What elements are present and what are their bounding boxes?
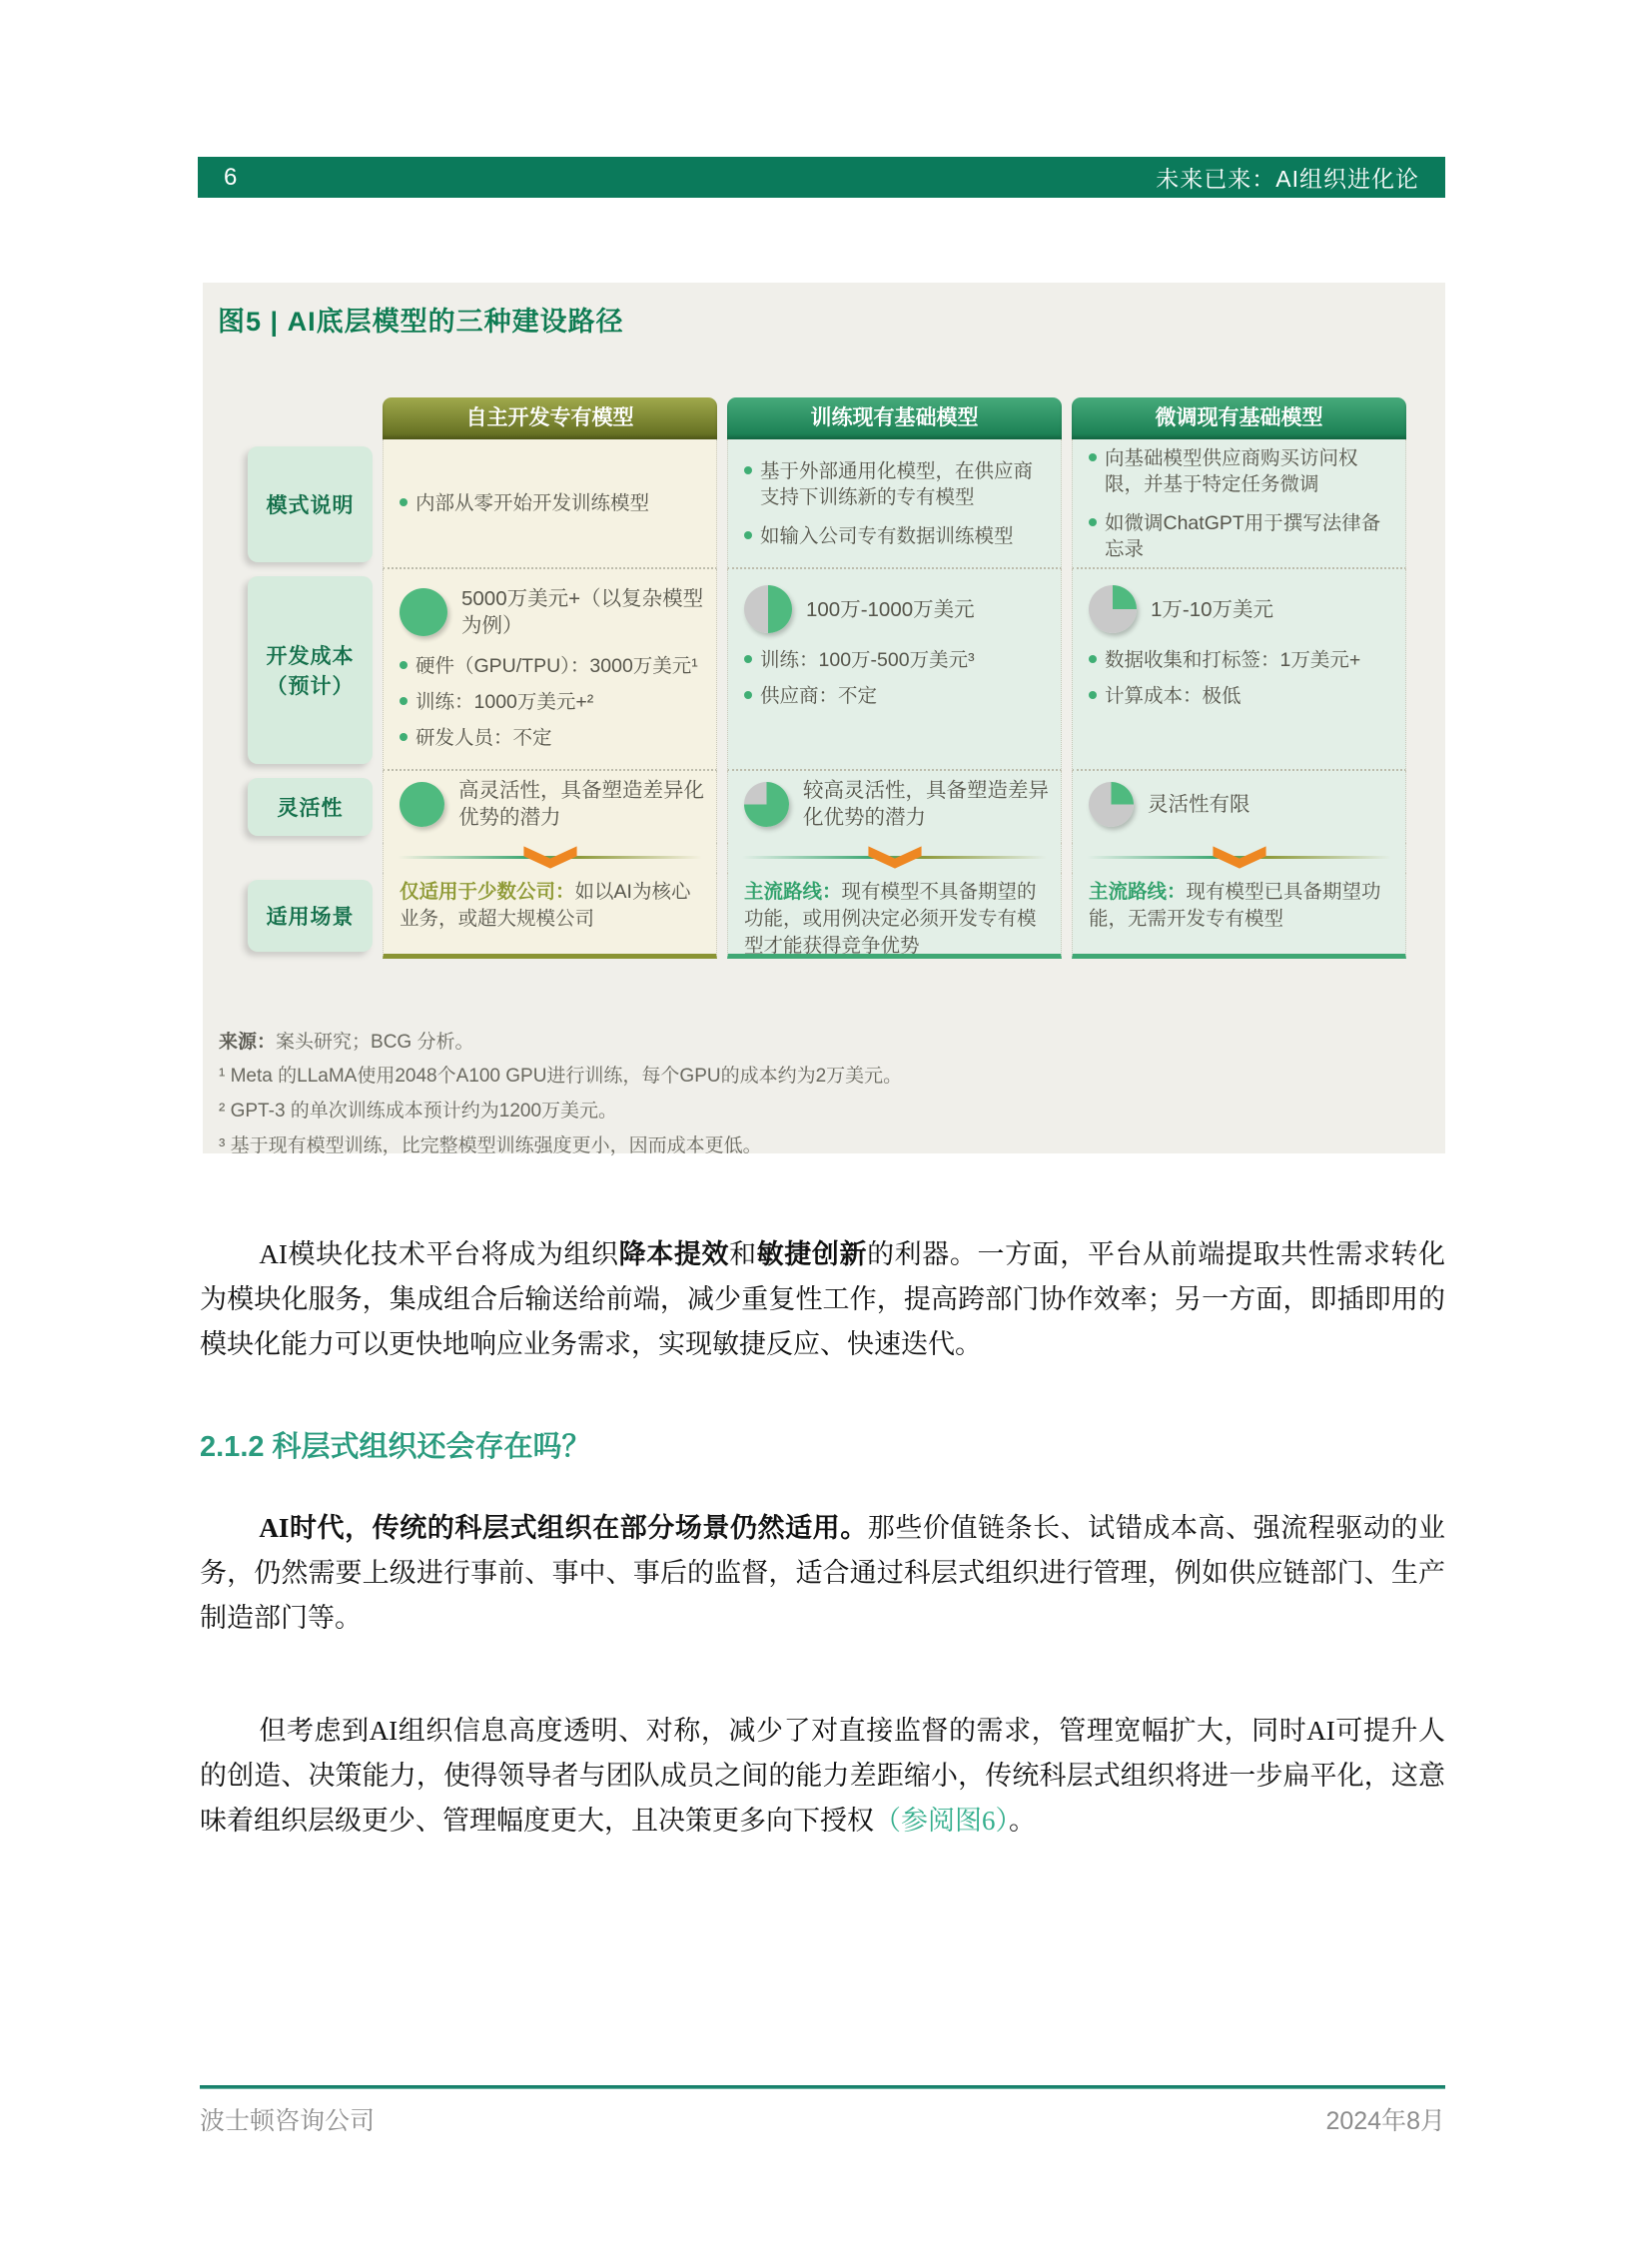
cost-bullets	[400, 653, 706, 751]
footer-company-name: 波士顿咨询公司	[200, 2107, 376, 2135]
flex-text: 灵活性有限	[1148, 792, 1250, 816]
footnote-3: ³ 基于现有模型训练，比完整模型训练强度更小，因而成本更低。	[219, 1135, 762, 1156]
column-header-train-existing: 训练现有基础模型	[727, 397, 1062, 439]
paragraph-text: 。	[1009, 1806, 1036, 1836]
bullet-item	[744, 458, 1049, 510]
scenario-lead: 主流路线：	[744, 881, 842, 903]
paragraph-text: 那些价值链条长、试错成本高、强流程驱动的业务，仍然需要上级进行事前、事中、事后的监督，适合通过科层式组织进行管理，例如供应链部门、生产制造部门等。	[200, 1513, 1445, 1633]
bullet-text: 数据收集和打标签：1万美元+	[1105, 649, 1361, 671]
bullet-icon	[744, 466, 752, 474]
cell-mode-col1	[383, 439, 717, 569]
bullet-text: 训练：1000万美元+²	[415, 691, 594, 713]
cell-mode-col2	[727, 439, 1062, 569]
footnote-1: ¹ Meta 的LLaMA使用2048个A100 GPU进行训练，每个GPU的成本约为2万美元。	[219, 1066, 903, 1087]
cell-cost-col3	[1072, 569, 1406, 771]
divider-col2	[727, 843, 1062, 873]
scenario-lead: 仅适用于少数公司：	[400, 881, 575, 903]
cost-bullets	[744, 647, 1051, 709]
bullet-text: 向基础模型供应商购买访问权限，并基于特定任务微调	[1105, 446, 1358, 495]
flex-text: 高灵活性，具备塑造差异化优势的潜力	[458, 779, 704, 829]
section-heading-2-1-2: 2.1.2 科层式组织还会存在吗？	[200, 1431, 591, 1463]
paragraph-text: 但考虑到AI组织信息高度透明、对称，减少了对直接监督的需求，管理宽幅扩大，同时AI可提升人的创造、决策能力，使得领导者与团队成员之间的能力差距缩小，传统科层式组织将进一步扁平化，这意味着组织层级更少、管理幅度更大，且决策更多向下授权	[200, 1716, 1445, 1836]
cell-flex-col2	[727, 771, 1062, 843]
body-text	[200, 1232, 1445, 1844]
cost-bullets	[1089, 647, 1395, 709]
bold-lead: AI时代，传统的科层式组织在部分场景仍然适用。	[259, 1513, 868, 1543]
divider-col1	[383, 843, 717, 873]
footer-divider-line	[200, 2085, 1445, 2089]
cost-headline-row	[400, 585, 706, 639]
cost-headline: 5000万美元+（以复杂模型为例）	[461, 587, 704, 637]
bullet-item	[400, 653, 706, 679]
cell-scenario-col3	[1072, 873, 1406, 959]
chevron-down-icon	[519, 845, 581, 870]
flex-pie-chart-full	[400, 782, 444, 827]
paragraph-text: 和	[729, 1239, 757, 1269]
bullet-text: 硬件（GPU/TPU）：3000万美元¹	[415, 655, 698, 677]
bullet-item	[400, 490, 704, 516]
bullet-text: 供应商：不定	[760, 685, 878, 707]
cost-headline-row	[1089, 585, 1395, 633]
row-label-text: 开发成本	[266, 645, 355, 668]
scenario-text: 如以AI为核心业务，或超大规模公司	[400, 881, 691, 930]
bullet-item	[1089, 683, 1395, 709]
row-label-mode	[248, 446, 373, 562]
cell-scenario-col1	[383, 873, 717, 959]
bullet-icon	[1089, 453, 1097, 461]
cell-cost-col1	[383, 569, 717, 771]
paragraph-text: 的利器。一方面，平台从前端提取共性需求转化为模块化服务，集成组合后输送给前端，减少重复性工作，提高跨部门协作效率；另一方面，即插即用的模块化能力可以更快地响应业务需求，实现敏捷反应、快速迭代。	[200, 1239, 1446, 1359]
column-header-self-develop: 自主开发专有模型	[383, 397, 717, 439]
cell-flex-col3	[1072, 771, 1406, 843]
row-label-text: 适用场景	[266, 906, 355, 929]
bullet-text: 内部从零开始开发训练模型	[415, 492, 650, 514]
divider-col3	[1072, 843, 1406, 873]
figure-table	[248, 397, 1406, 959]
paragraph-1	[200, 1232, 1445, 1367]
row-label-text: 灵活性	[277, 797, 344, 820]
row-label-cell	[248, 771, 373, 843]
figure-notes	[219, 1027, 902, 1169]
bullet-text: 训练：100万-500万美元³	[760, 649, 975, 671]
scenario-text: 现有模型已具备期望功能，无需开发专有模型	[1089, 881, 1381, 930]
document-title: 未来已来：AI组织进化论	[1156, 166, 1419, 192]
bullet-item	[400, 689, 706, 715]
flex-pie-chart-quarter	[1089, 782, 1134, 827]
bullet-item	[744, 647, 1051, 673]
bullet-text: 如微调ChatGPT用于撰写法律备忘录	[1105, 511, 1381, 560]
flex-pie-chart-three-quarter	[744, 782, 789, 827]
cell-mode-col3	[1072, 439, 1406, 569]
row-label-text: 模式说明	[266, 494, 355, 517]
cell-scenario-col2	[727, 873, 1062, 959]
footnote-2: ² GPT-3 的单次训练成本预计约为1200万美元。	[219, 1101, 618, 1121]
cost-pie-chart-full	[400, 588, 447, 636]
scenario-lead: 主流路线：	[1089, 881, 1187, 903]
bullet-icon	[744, 691, 752, 699]
bullet-icon	[400, 498, 408, 506]
page-number: 6	[224, 163, 238, 191]
footer-date: 2024年8月	[1325, 2107, 1445, 2135]
paragraph-3	[200, 1709, 1445, 1844]
scenario-text: 现有模型不具备期望的功能，或用例决定必须开发专有模型才能获得竞争优势	[744, 881, 1037, 957]
bullet-item	[400, 725, 706, 751]
bullet-icon	[1089, 655, 1097, 663]
row-label-cell	[248, 569, 373, 771]
source-line	[219, 1027, 902, 1054]
cost-pie-chart-half	[744, 585, 792, 633]
flex-text: 较高灵活性，具备塑造差异化优势的潜力	[803, 779, 1049, 829]
figure-title: 图5 | AI底层模型的三种建设路径	[218, 307, 624, 337]
bullet-item	[1089, 510, 1393, 562]
figure-6-reference-link[interactable]: （参阅图6）	[874, 1806, 1009, 1836]
bullet-icon	[744, 531, 752, 539]
cell-cost-col2	[727, 569, 1062, 771]
bullet-icon	[1089, 518, 1097, 526]
bold-term: 降本提效	[618, 1239, 730, 1269]
bullet-icon	[400, 733, 408, 741]
row-label-cost	[248, 576, 373, 764]
bullet-text: 如输入公司专有数据训练模型	[760, 524, 1014, 547]
row-label-scenario	[248, 880, 373, 952]
bullet-item	[1089, 647, 1395, 673]
cell-flex-col1	[383, 771, 717, 843]
source-label: 来源：	[219, 1032, 277, 1053]
column-header-finetune-existing: 微调现有基础模型	[1072, 397, 1406, 439]
bullet-item	[1089, 445, 1393, 497]
row-label-flexibility	[248, 778, 373, 836]
bullet-icon	[400, 661, 408, 669]
bullet-icon	[1089, 691, 1097, 699]
bullet-text: 计算成本：极低	[1105, 685, 1241, 707]
chevron-down-icon	[1209, 845, 1270, 870]
bullet-icon	[744, 655, 752, 663]
row-label-cell	[248, 439, 373, 569]
row-label-cell	[248, 873, 373, 959]
cost-pie-chart-quarter	[1089, 585, 1137, 633]
page-footer	[200, 2101, 1445, 2137]
bullet-text: 基于外部通用化模型，在供应商支持下训练新的专有模型	[760, 459, 1034, 508]
chevron-down-icon	[864, 845, 926, 870]
bullet-item	[744, 523, 1049, 549]
source-text: 案头研究；BCG 分析。	[276, 1032, 474, 1053]
cost-headline: 100万-1000万美元	[806, 597, 975, 621]
bullet-item	[744, 683, 1051, 709]
cost-headline-row	[744, 585, 1051, 633]
bullet-text: 研发人员：不定	[415, 727, 552, 749]
page-header-bar	[198, 157, 1445, 198]
row-label-text: （预计）	[266, 675, 355, 698]
figure-5-panel	[203, 283, 1445, 1156]
bold-term: 敏捷创新	[756, 1239, 868, 1269]
bullet-icon	[400, 697, 408, 705]
cost-headline: 1万-10万美元	[1151, 597, 1274, 621]
paragraph-2	[200, 1506, 1445, 1641]
paragraph-text: AI模块化技术平台将成为组织	[259, 1239, 619, 1269]
